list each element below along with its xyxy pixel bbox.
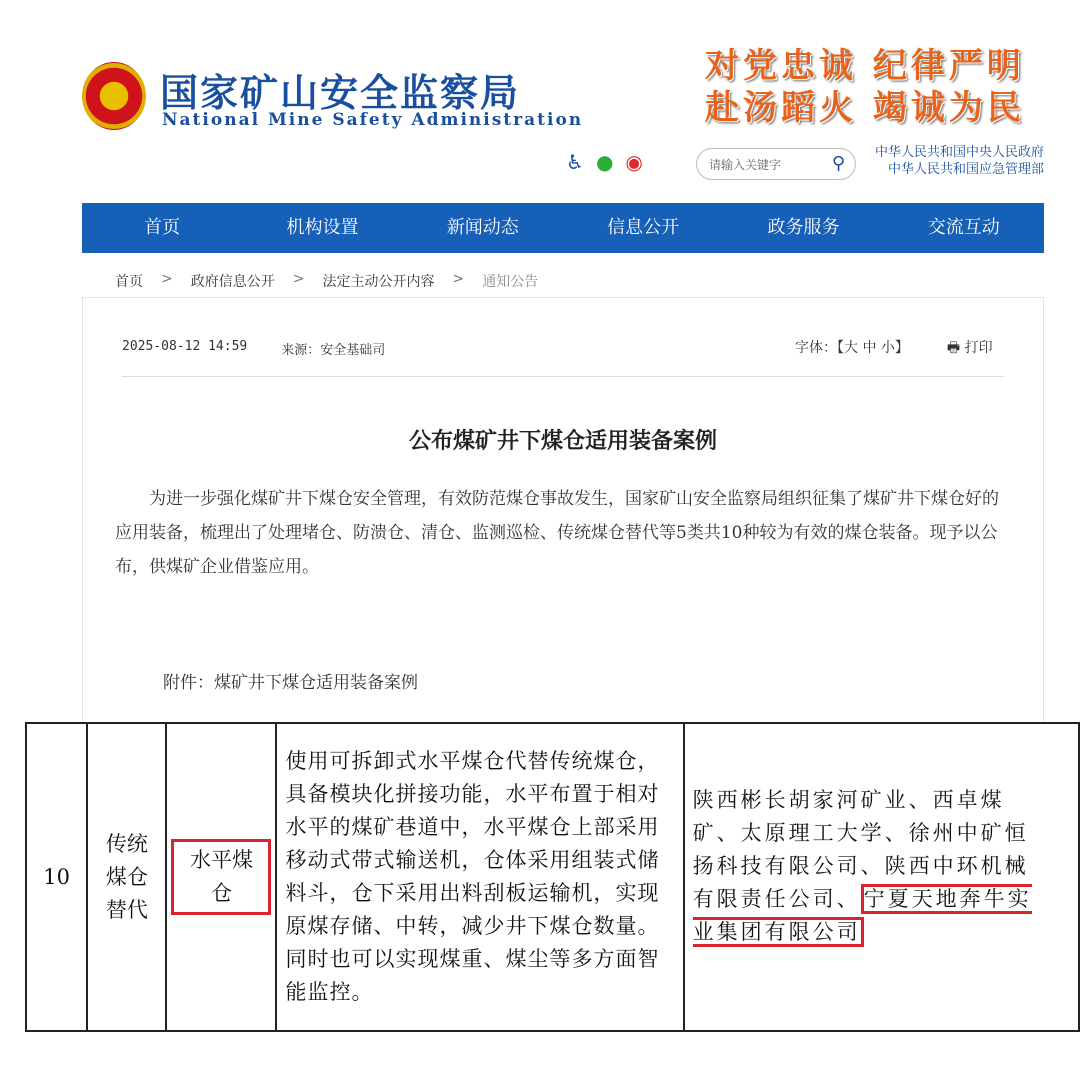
crumb-notices[interactable]: 通知公告 [482, 274, 539, 290]
nav-info-disclosure[interactable]: 信息公开 [607, 217, 680, 238]
crumb-statutory[interactable]: 法定主动公开内容 [322, 274, 435, 290]
breadcrumb [115, 271, 538, 291]
crumb-gov-info[interactable]: 政府信息公开 [190, 274, 275, 290]
main-nav [82, 203, 1044, 253]
link-central-government[interactable]: 中华人民共和国中央人民政府 [874, 145, 1044, 160]
cell-units [693, 784, 1038, 949]
attachment-link[interactable]: 附件：煤矿井下煤仓适用装备案例 [163, 673, 418, 693]
article-source: 来源：安全基础司 [281, 343, 386, 358]
table-row [26, 723, 1079, 1031]
divider [122, 376, 1004, 377]
crumb-home[interactable]: 首页 [115, 274, 143, 290]
chevron-right-icon: > [452, 271, 465, 287]
units-text: 陕西彬长胡家河矿业、西卓煤矿、太原理工大学、徐州中矿恒扬科技有限公司、陕西中环机械有限责任公司、 [692, 788, 1029, 911]
article-body: 为进一步强化煤矿井下煤仓安全管理，有效防范煤仓事故发生，国家矿山安全监察局组织征集了煤矿井下煤仓好的应用装备，梳理出了处理堵仓、防溃仓、清仓、监测巡检、传统煤仓替代等5类共10种较为有效的煤仓装备。现予以公布，供煤矿企业借鉴应用。 [115, 489, 999, 577]
nav-news[interactable]: 新闻动态 [446, 217, 519, 238]
site-title-en: National Mine Safety Administration [162, 110, 584, 130]
cell-category: 传统煤仓替代 [87, 723, 166, 1031]
cell-equipment-highlighted: 水平煤仓 [171, 839, 271, 915]
equipment-table-excerpt [25, 722, 1080, 1032]
nav-organization[interactable]: 机构设置 [286, 217, 359, 238]
article-title: 公布煤矿井下煤仓适用装备案例 [408, 429, 717, 454]
printer-icon: 🖶 [946, 340, 961, 356]
nav-home[interactable]: 首页 [144, 217, 181, 238]
units-highlighted: 宁夏天地奔牛实业集团有限公司 [693, 884, 1032, 947]
chevron-right-icon: > [161, 271, 173, 287]
cell-description: 使用可拆卸式水平煤仓代替传统煤仓，具备模块化拼接功能，水平布置于相对水平的煤矿巷道中，水平煤仓上部采用移动式带式输送机，仓体采用组装式储料斗，仓下采用出料刮板运输机，实现原煤存储、中转，减少井下煤仓数量。同时也可以实现煤重、煤尘等多方面智能监控。 [276, 723, 683, 1031]
slogan-line-2: 赴汤蹈火 竭诚为民 [705, 88, 1025, 128]
slogan-line-1: 对党忠诚 纪律严明 [705, 46, 1025, 86]
link-emergency-ministry[interactable]: 中华人民共和国应急管理部 [887, 162, 1044, 177]
print-label: 打印 [964, 340, 993, 356]
search-placeholder: 请输入关键字 [709, 158, 782, 172]
publish-date: 2025-08-12 14:59 [122, 339, 248, 354]
weibo-icon[interactable]: ◉ [625, 150, 643, 174]
nav-services[interactable]: 政务服务 [767, 217, 840, 238]
cell-number: 10 [26, 723, 87, 1031]
national-emblem-logo [82, 62, 146, 130]
site-title-cn: 国家矿山安全监察局 [160, 70, 521, 115]
chevron-right-icon: > [292, 271, 305, 287]
accessibility-icon[interactable]: ♿ [566, 150, 584, 174]
font-size-selector[interactable]: 字体：【大 中 小】 [795, 340, 909, 356]
search-input[interactable] [696, 148, 856, 180]
nav-interaction[interactable]: 交流互动 [927, 217, 1000, 238]
wechat-icon[interactable]: ● [595, 150, 614, 174]
search-icon[interactable]: ⚲ [831, 153, 845, 174]
print-button[interactable] [947, 337, 993, 361]
